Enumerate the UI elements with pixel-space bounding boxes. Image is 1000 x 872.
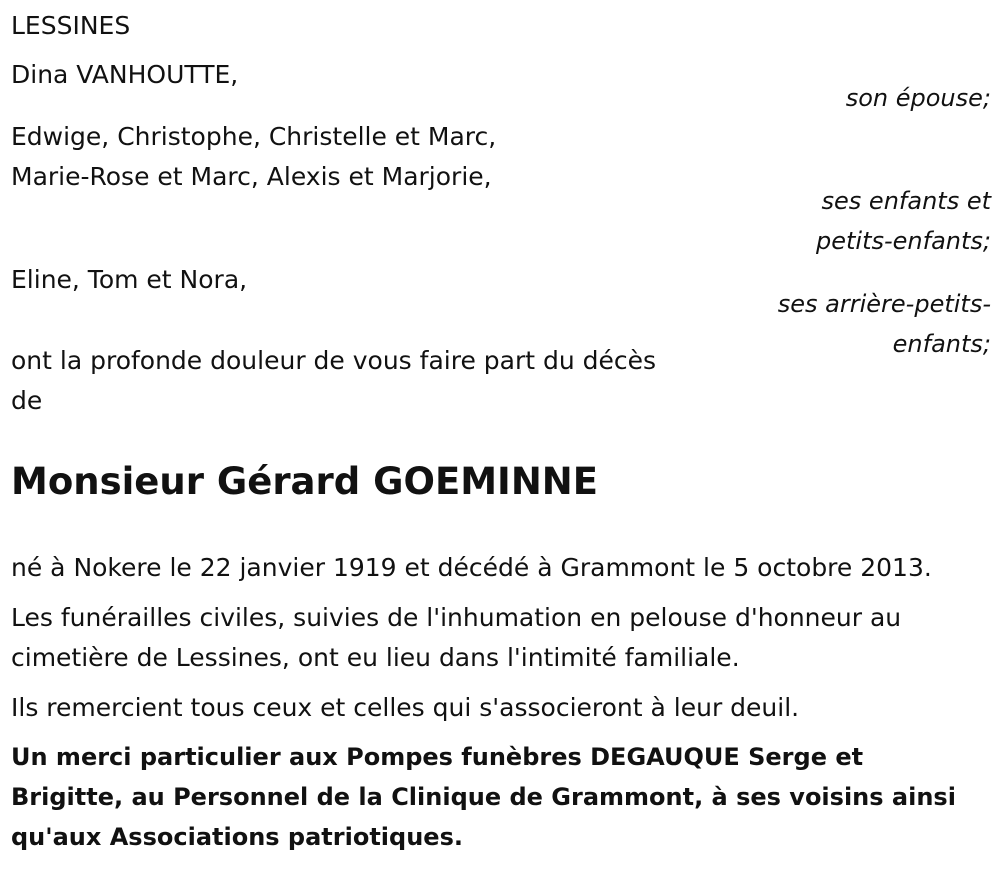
great-grandchildren-names: Eline, Tom et Nora, <box>11 265 248 294</box>
spouse-role: son épouse; <box>845 84 991 112</box>
special-thanks-line3: qu'aux Associations patriotiques. <box>11 823 463 851</box>
funeral-line1: Les funérailles civiles, suivies de l'inhumation en pelouse d'honneur au <box>11 603 902 632</box>
children-role-line2: petits-enfants; <box>816 227 991 255</box>
city-heading: LESSINES <box>11 11 131 40</box>
thanks-line: Ils remercient tous ceux et celles qui s'associeront à leur deuil. <box>11 693 800 722</box>
announcement-line2: de <box>11 386 43 415</box>
children-role-line1: ses enfants et <box>821 187 991 215</box>
announcement-line1: ont la profonde douleur de vous faire part du décès <box>11 346 657 375</box>
special-thanks-line1: Un merci particulier aux Pompes funèbres DEGAUQUE Serge et <box>11 743 864 771</box>
birth-death-line: né à Nokere le 22 janvier 1919 et décédé à Grammont le 5 octobre 2013. <box>11 553 932 582</box>
great-grandchildren-role-line1: ses arrière-petits- <box>777 290 991 318</box>
deceased-name: Monsieur Gérard GOEMINNE <box>11 460 599 503</box>
children-names-line2: Marie-Rose et Marc, Alexis et Marjorie, <box>11 162 492 191</box>
spouse-name: Dina VANHOUTTE, <box>11 60 239 89</box>
special-thanks-line2: Brigitte, au Personnel de la Clinique de Grammont, à ses voisins ainsi <box>11 783 956 811</box>
great-grandchildren-role-line2: enfants; <box>892 330 991 358</box>
funeral-line2: cimetière de Lessines, ont eu lieu dans l'intimité familiale. <box>11 643 740 672</box>
children-names-line1: Edwige, Christophe, Christelle et Marc, <box>11 122 497 151</box>
